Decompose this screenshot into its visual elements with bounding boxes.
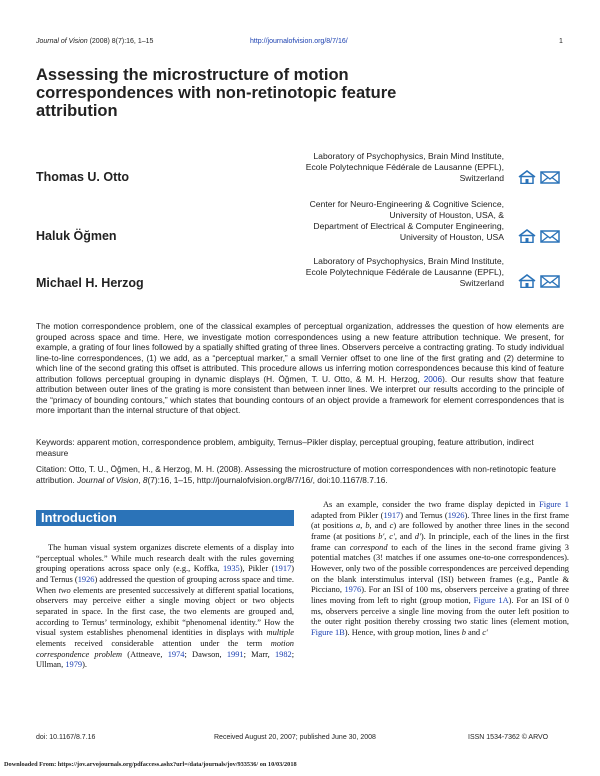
paragraph: As an example, consider the two frame display depicted in Figure 1 adapted from Pikler (1917) and Ternus (1926). Three lines in the first frame (at positions a, b, and c) are followed by another three lines in the second frame (at positions b′, c′, and d′). In principle, each of the lines in the first frame can correspond to each of the lines in the second frame giving 3 potential matches (3! matches if one assumes one-to-one correspondences). However, only two of the possible correspondences are perceived depending on the blank interstimulus interval (ISI) between frames (e.g., Pantle & Picciano, 1976). For an ISI of 100 ms, observers perceive a grating of three lines moving from left to right (group motion, Figure 1A). For an ISI of 0 ms, observers perceive a single line moving from the outer left position to the outer right position thereby crossing two static lines (element motion, Figure 1B). Hence, with group motion, lines b and c′ xyxy=(311,500,570,637)
affiliation-line: Switzerland xyxy=(459,278,504,288)
abstract-text: The motion correspondence problem, one of the classical examples of perceptual organization, addresses the question of how elements are grouped across space and time. Here, we investigate motion correspondences using a new feature attribution technique. We present, for example, a grating of four lines followed by a spatially shifted grating of three lines. Observers perceive a contracting grating. To study individual line-to-line correspondences, (1) we add, as a “perceptual marker,” a small Vernier offset to one line of the first grating and (2) determine to which line of the second grating this offset is attributed. This procedure allows us inferring motion correspondences because this kind of feature attribution follows perceptual grouping in dynamic displays (H. Öğmen, T. U. Otto, & M. H. Herzog, xyxy=(36,321,564,384)
citation-link[interactable]: 1979 xyxy=(65,660,83,670)
abstract xyxy=(36,321,564,416)
author-1-contact-icons xyxy=(517,170,560,184)
affiliation-line: University of Houston, USA, & xyxy=(389,210,504,220)
body-column-right xyxy=(311,500,569,639)
citation xyxy=(36,464,564,485)
home-icon[interactable] xyxy=(517,274,537,288)
download-stamp: Downloaded From: https://jov.arvojournals.org/pdfaccess.ashx?url=/data/journals/jov/933536/ on 10/03/2018 xyxy=(4,761,297,768)
author-name-2: Haluk Öğmen xyxy=(36,229,117,243)
affiliation-line: University of Houston, USA xyxy=(399,232,504,242)
affiliation-line: Ecole Polytechnique Fédérale de Lausanne (EPFL), xyxy=(305,267,504,277)
email-icon[interactable] xyxy=(540,274,560,288)
keywords xyxy=(36,437,564,458)
affiliation-line: Laboratory of Psychophysics, Brain Mind Institute, xyxy=(313,151,504,161)
running-header-citation xyxy=(36,38,153,45)
section-header-bar xyxy=(36,510,294,526)
author-2-contact-icons xyxy=(517,229,560,243)
citation-link[interactable]: 1991 xyxy=(226,649,244,659)
figure-link[interactable]: Figure 1 xyxy=(539,500,569,509)
footer-issn: ISSN 1534-7362 © ARVO xyxy=(468,734,549,741)
journal-name: Journal of Vision xyxy=(36,38,88,45)
abstract-citation-link[interactable]: 2006 xyxy=(423,373,443,384)
citation-link[interactable]: 1935 xyxy=(222,564,240,574)
affiliation-line: Department of Electrical & Computer Engineering, xyxy=(313,221,504,231)
header-citation-rest: (2008) 8(7):16, 1–15 xyxy=(89,38,154,45)
body-column-left xyxy=(36,543,294,671)
citation-link[interactable]: 1926 xyxy=(77,574,95,584)
page-number: 1 xyxy=(559,38,563,45)
citation-text: Otto, T. U., Öğmen, H., & Herzog, M. H. (2008). Assessing the microstructure of motion correspondences with non-retinotopic feature attribution. xyxy=(36,464,557,485)
footer-received: Received August 20, 2007; published June 30, 2008 xyxy=(214,734,376,741)
paragraph: The human visual system organizes discrete elements of a display into “perceptual wholes.” While much research dealt with the rules governing grouping operations across space only (e.g., Koffka, 1935), Pikler (1917) and Ternus (1926) addressed the question of grouping across space and time. When two elements are presented successively at different spatial locations, observers may perceive either a single moving object or two objects separated in space. In the first case, the two elements are grouped and, according to Ternus’ terminology, exhibit “phenomenal identity.” How the visual system establishes phenomenal identities in displays with multiple elements received considerable attention under the term motion correspondence problem (Attneave, 1974; Dawson, 1991; Marr, 1982; Ullman, 1979). xyxy=(36,543,295,670)
citation-volume: 8 xyxy=(142,474,148,485)
affiliation-line: Center for Neuro-Engineering & Cognitive Science, xyxy=(309,199,504,209)
keywords-label: Keywords: xyxy=(36,437,78,447)
article-title: Assessing the microstructure of motion correspondences with non-retinotopic feature attribution xyxy=(36,66,397,120)
abstract-text-tail: ). Our results show that feature attribution between outer lines of the grating is more consistent than between inner lines. We interpret our results according to the principle of the “primacy of bounding contours,” which states that bounding contours of an object provide a framework for element correspondences that is more important than the internal structure of that object. xyxy=(36,373,564,415)
affiliation-line: Laboratory of Psychophysics, Brain Mind Institute, xyxy=(313,256,504,266)
citation-link[interactable]: 1974 xyxy=(167,649,185,659)
author-name-3: Michael H. Herzog xyxy=(36,276,144,290)
footer-doi: doi: 10.1167/8.7.16 xyxy=(36,734,96,741)
author-affiliation-2 xyxy=(254,199,504,243)
affiliation-line: Switzerland xyxy=(459,173,504,183)
email-icon[interactable] xyxy=(540,170,560,184)
home-icon[interactable] xyxy=(517,170,537,184)
citation-link[interactable]: 1917 xyxy=(383,510,401,520)
author-affiliation-3 xyxy=(254,256,504,289)
figure-link[interactable]: Figure 1A xyxy=(473,595,509,605)
citation-link[interactable]: 1917 xyxy=(274,564,292,574)
citation-link[interactable]: 1926 xyxy=(447,510,465,520)
keywords-text: apparent motion, correspondence problem, ambiguity, Ternus–Pikler display, perceptual grouping, feature attribution, indirect measure xyxy=(36,437,534,458)
citation-text-post: (7):16, 1–15, http://journalofvision.org/8/7/16/, doi:10.1167/8.7.16. xyxy=(147,474,388,485)
author-name-1: Thomas U. Otto xyxy=(36,170,130,184)
citation-journal: Journal of Vision xyxy=(77,474,139,485)
citation-label: Citation: xyxy=(36,464,69,474)
figure-link[interactable]: Figure 1B xyxy=(311,627,345,637)
citation-link[interactable]: 1976 xyxy=(344,585,362,595)
citation-sep: , xyxy=(138,474,143,485)
email-icon[interactable] xyxy=(540,229,560,243)
author-affiliation-1 xyxy=(254,151,504,184)
home-icon[interactable] xyxy=(517,229,537,243)
header-url-link[interactable]: http://journalofvision.org/8/7/16/ xyxy=(250,38,348,45)
citation-link[interactable]: 1982 xyxy=(274,649,292,659)
affiliation-line: Ecole Polytechnique Fédérale de Lausanne (EPFL), xyxy=(305,162,504,172)
author-3-contact-icons xyxy=(517,274,560,288)
section-title: Introduction xyxy=(41,510,117,525)
